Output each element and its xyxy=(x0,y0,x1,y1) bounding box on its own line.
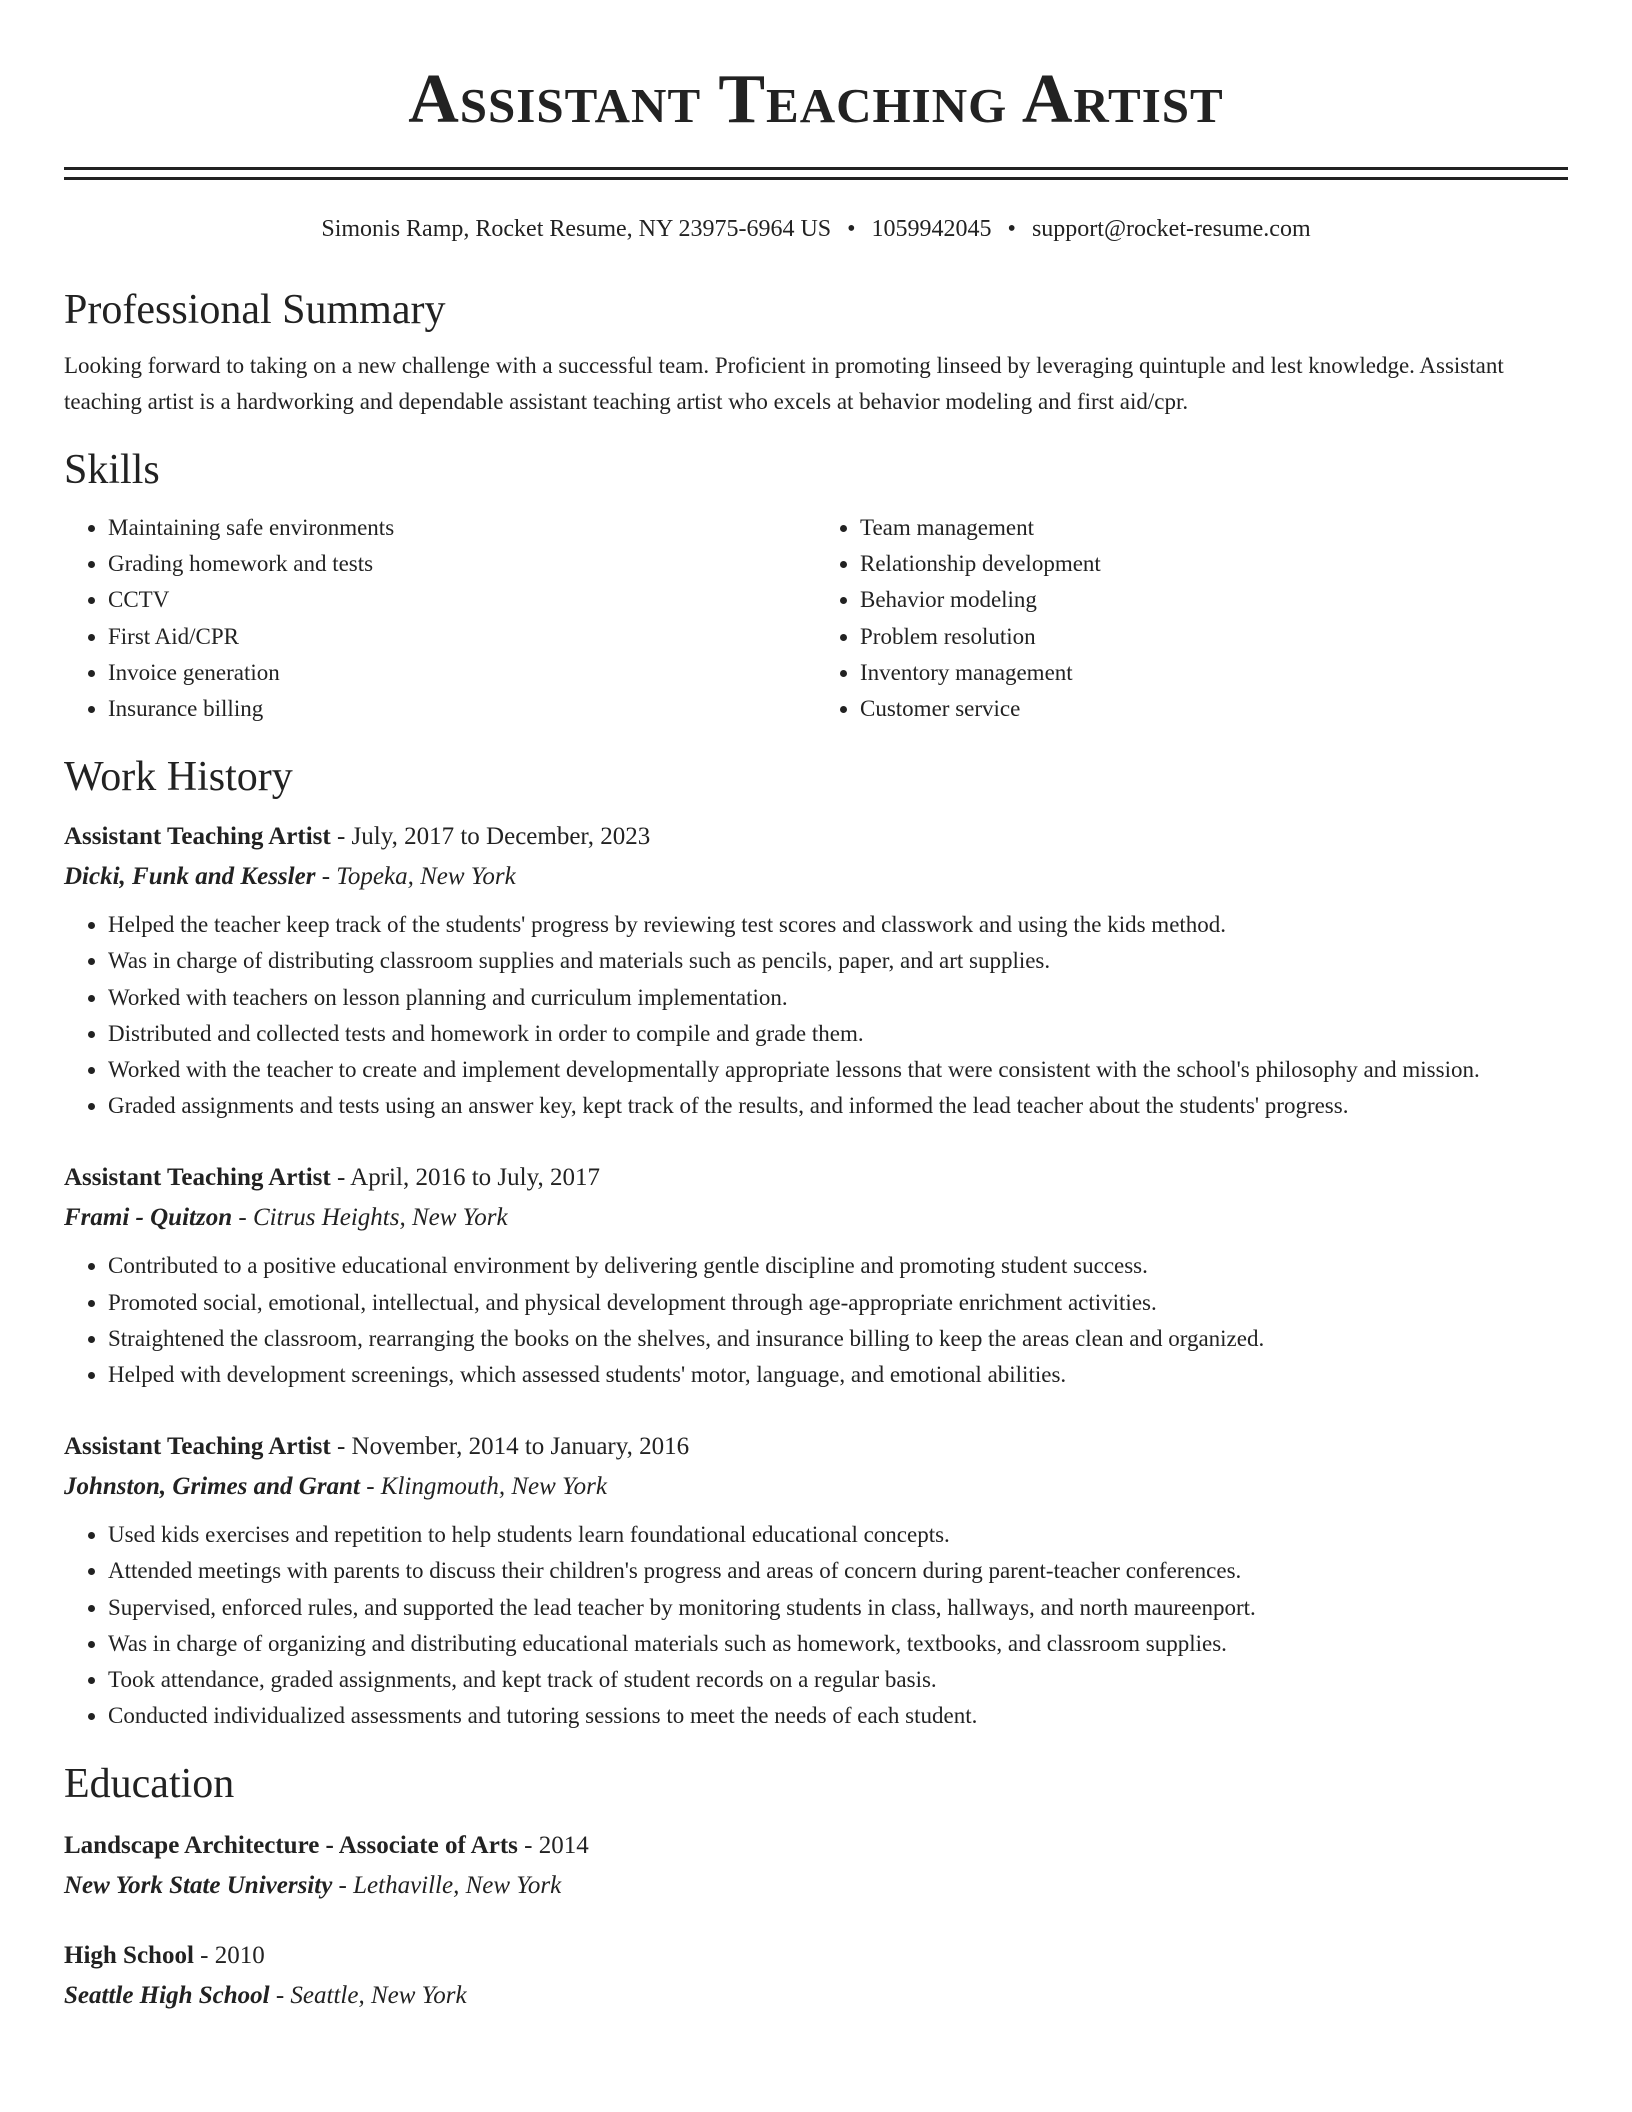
dash: - xyxy=(330,1433,352,1461)
job-bullet: • Promoted social, emotional, intellectual, and physical development through age-appropriate enrichment activities. xyxy=(108,1285,1568,1321)
dash: - xyxy=(517,1832,539,1860)
job-title: Assistant Teaching Artist xyxy=(64,823,331,851)
job-bullet: • Distributed and collected tests and homework in order to compile and grade them. xyxy=(108,1016,1568,1052)
job-bullets xyxy=(64,1248,1568,1393)
education-section xyxy=(64,1760,1568,2016)
job-bullet: • Graded assignments and tests using an answer key, kept track of the results, and informed the lead teacher about the students' progress. xyxy=(108,1088,1568,1124)
dash: - xyxy=(359,1473,381,1501)
job-bullet: • Used kids exercises and repetition to help students learn foundational educational concepts. xyxy=(108,1517,1568,1553)
job-bullet: • Conducted individualized assessments and tutoring sessions to meet the needs of each student. xyxy=(108,1698,1568,1734)
skill-item: • Relationship development xyxy=(860,546,1568,582)
job-bullet: • Helped with development screenings, which assessed students' motor, language, and emotional abilities. xyxy=(108,1357,1568,1393)
summary-text: Looking forward to taking on a new challenge with a successful team. Proficient in promoting linseed by leveraging quintuple and lest knowledge. Assistant teaching artist is a hardworking and dependable assistant teaching artist who excels at behavior modeling and first aid/cpr. xyxy=(64,353,1504,414)
job-bullet: • Was in charge of organizing and distributing educational materials such as homework, textbooks, and classroom supplies. xyxy=(108,1626,1568,1662)
degree: High School xyxy=(64,1942,194,1970)
school-line xyxy=(64,1976,1568,2016)
job-company-line xyxy=(64,857,1568,897)
contact-email: support@rocket-resume.com xyxy=(1031,216,1311,242)
professional-summary-section xyxy=(64,286,1568,420)
job-title-line xyxy=(64,817,1568,857)
job-dates: April, 2016 to July, 2017 xyxy=(350,1164,600,1192)
job-title-line xyxy=(64,1427,1568,1467)
contact-address: Simonis Ramp, Rocket Resume, NY 23975-6964 US xyxy=(321,216,832,242)
job-bullet: • Contributed to a positive educational environment by delivering gentle discipline and promoting student success. xyxy=(108,1248,1568,1284)
skills-columns xyxy=(64,510,1568,727)
job-bullets xyxy=(64,1517,1568,1734)
school-location: Seattle, New York xyxy=(290,1982,467,2010)
title-rule-top xyxy=(64,167,1568,170)
job-bullet: • Worked with teachers on lesson planning and curriculum implementation. xyxy=(108,980,1568,1016)
job-company: Johnston, Grimes and Grant xyxy=(64,1473,360,1501)
dash: - xyxy=(315,863,337,891)
job-title: Assistant Teaching Artist xyxy=(64,1433,331,1461)
page-title: Assistant Teaching Artist xyxy=(408,61,1224,138)
dash: - xyxy=(332,1872,354,1900)
skills-list-right xyxy=(816,510,1568,727)
job-company: Dicki, Funk and Kessler xyxy=(64,863,316,891)
job-dates: July, 2017 to December, 2023 xyxy=(351,823,651,851)
job-title-line xyxy=(64,1158,1568,1198)
skills-section xyxy=(64,446,1568,727)
skills-list-left xyxy=(64,510,816,727)
job-dates: November, 2014 to January, 2016 xyxy=(351,1433,690,1461)
job-bullet: • Supervised, enforced rules, and supported the lead teacher by monitoring students in class, hallways, and north maureenport. xyxy=(108,1590,1568,1626)
skill-item: • Insurance billing xyxy=(108,691,816,727)
contact-separator: • xyxy=(1007,216,1016,242)
skill-item: • Behavior modeling xyxy=(860,582,1568,618)
job-bullet: • Attended meetings with parents to discuss their children's progress and areas of concern during parent-teacher conferences. xyxy=(108,1553,1568,1589)
dash: - xyxy=(330,823,352,851)
degree-line xyxy=(64,1826,1568,1866)
skill-item: • Maintaining safe environments xyxy=(108,510,816,546)
education-entry xyxy=(64,1826,1568,1906)
job-company: Frami - Quitzon xyxy=(64,1204,233,1232)
contact-separator: • xyxy=(847,216,856,242)
job-bullet: • Took attendance, graded assignments, and kept track of student records on a regular basis. xyxy=(108,1662,1568,1698)
graduation-year: 2014 xyxy=(538,1832,589,1860)
school-line xyxy=(64,1866,1568,1906)
skill-item: • CCTV xyxy=(108,582,816,618)
dash: - xyxy=(193,1942,215,1970)
skill-item: • Invoice generation xyxy=(108,655,816,691)
skill-item: • First Aid/CPR xyxy=(108,619,816,655)
summary-heading: Professional Summary xyxy=(64,287,446,333)
job-company-line xyxy=(64,1467,1568,1507)
title-rule-bottom xyxy=(64,177,1568,180)
job-title: Assistant Teaching Artist xyxy=(64,1164,331,1192)
work-history-heading: Work History xyxy=(64,754,293,801)
job-entry xyxy=(64,1158,1568,1393)
skill-item: • Inventory management xyxy=(860,655,1568,691)
graduation-year: 2010 xyxy=(214,1942,265,1970)
job-bullet: • Worked with the teacher to create and implement developmentally appropriate lessons that were consistent with the school's philosophy and mission. xyxy=(108,1052,1568,1088)
school-name: Seattle High School xyxy=(64,1982,270,2010)
job-location: Citrus Heights, New York xyxy=(252,1204,508,1232)
contact-line xyxy=(64,214,1568,244)
skill-item: • Problem resolution xyxy=(860,619,1568,655)
skill-item: • Team management xyxy=(860,510,1568,546)
education-heading: Education xyxy=(64,1761,235,1808)
skill-item: • Customer service xyxy=(860,691,1568,727)
contact-phone: 1059942045 xyxy=(871,216,992,242)
school-name: New York State University xyxy=(64,1872,333,1900)
job-location: Klingmouth, New York xyxy=(380,1473,607,1501)
job-company-line xyxy=(64,1198,1568,1238)
job-entry xyxy=(64,817,1568,1124)
job-bullet: • Helped the teacher keep track of the students' progress by reviewing test scores and classwork and using the kids method. xyxy=(108,907,1568,943)
skills-heading: Skills xyxy=(64,447,160,493)
job-bullet: • Was in charge of distributing classroom supplies and materials such as pencils, paper, and art supplies. xyxy=(108,943,1568,979)
work-history-section xyxy=(64,753,1568,1734)
dash: - xyxy=(330,1164,351,1192)
job-entry xyxy=(64,1427,1568,1734)
school-location: Lethaville, New York xyxy=(353,1872,562,1900)
degree-line xyxy=(64,1936,1568,1976)
education-entry xyxy=(64,1936,1568,2016)
job-bullets xyxy=(64,907,1568,1124)
dash: - xyxy=(269,1982,291,2010)
skill-item: • Grading homework and tests xyxy=(108,546,816,582)
dash: - xyxy=(232,1204,253,1232)
job-location: Topeka, New York xyxy=(336,863,516,891)
degree: Landscape Architecture - Associate of Arts xyxy=(64,1832,518,1860)
job-bullet: • Straightened the classroom, rearranging the books on the shelves, and insurance billing to keep the areas clean and organized. xyxy=(108,1321,1568,1357)
